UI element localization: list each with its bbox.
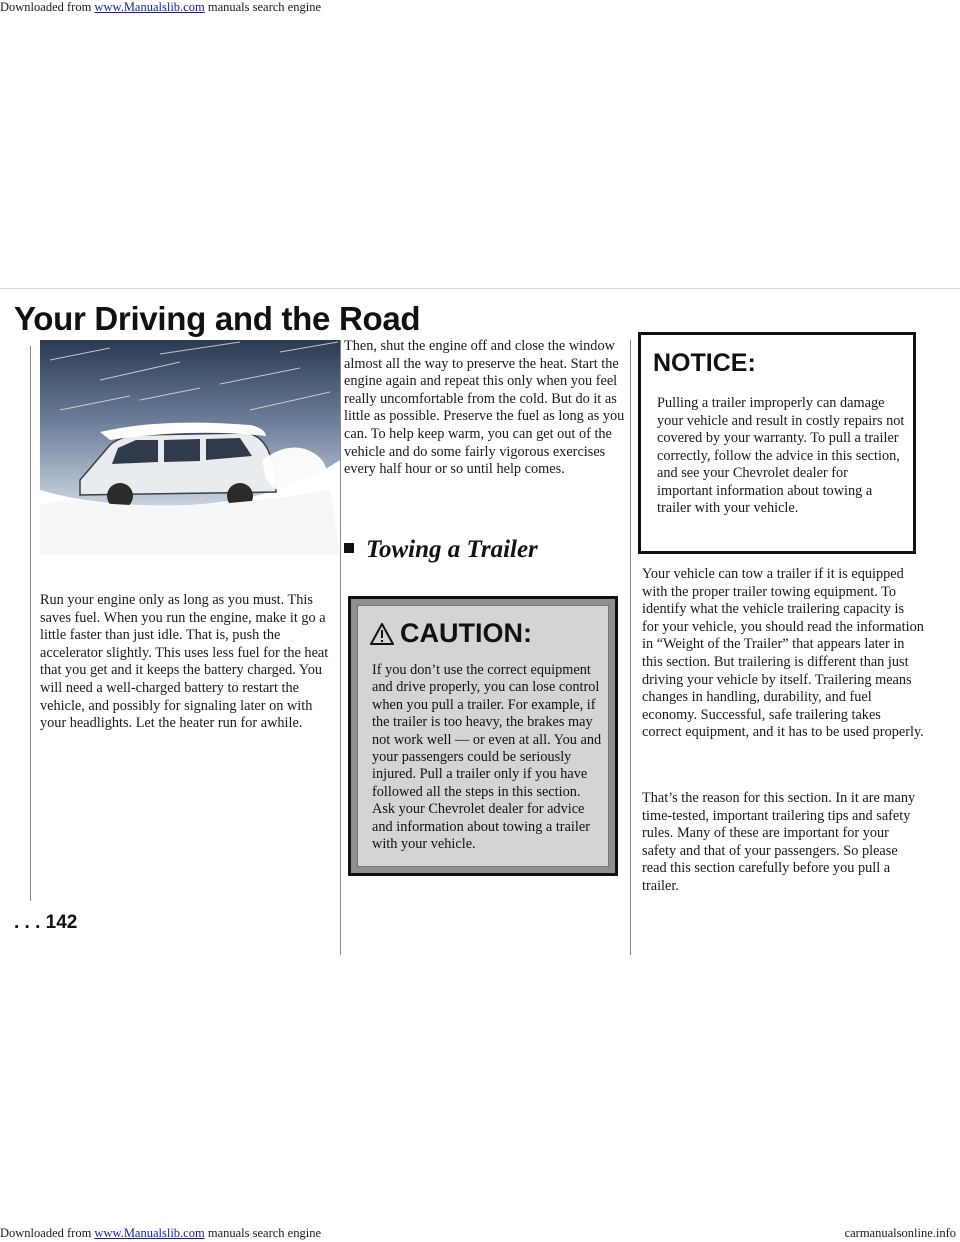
notice-heading: NOTICE: xyxy=(653,349,756,377)
download-prefix-bottom: Downloaded from xyxy=(0,1226,95,1240)
download-prefix: Downloaded from xyxy=(0,0,95,14)
caution-panel xyxy=(357,605,609,867)
left-column-paragraph: Run your engine only as long as you must. This saves fuel. When you run the engine, make it go a little faster than just idle. That is, push the accelerator slightly. This uses less fuel for the heat that you get and it keeps the battery charged. You will need a well-charged battery to restart the vehicle, and possibly for signaling later on with your headlights. Let the heater run for awhile. xyxy=(40,592,329,732)
watermark-text: carmanualsonline.info xyxy=(844,1226,956,1240)
notice-text: Pulling a trailer improperly can damage your vehicle and result in costly repairs not covered by your warranty. To pull a trailer correctly, follow the advice in this section, and see your Chevrolet dealer for important information about towing a trailer with your vehicle. xyxy=(657,395,905,516)
caution-text: If you don’t use the correct equipment and drive properly, you can lose control when you pull a trailer. For example, if the trailer is too heavy, the brakes may not work well — or even at all. You and your passengers could be seriously injured. Pull a trailer only if you have followed all the steps in this section. Ask your Chevrolet dealer for advice and information about towing a trailer with your vehicle. xyxy=(372,662,602,853)
notice-box xyxy=(638,332,916,554)
square-bullet-icon xyxy=(344,543,354,553)
right-column-paragraph-2: That’s the reason for this section. In it are many time-tested, important trailering tips and safety rules. Many of these are important for your safety and that of your passengers. So please read this section carefully before you pull a trailer. xyxy=(642,790,916,894)
snow-covered-car-photo xyxy=(40,340,340,555)
download-banner-bottom xyxy=(0,1226,960,1241)
download-suffix: manuals search engine xyxy=(204,0,321,14)
middle-column-paragraph: Then, shut the engine off and close the window almost all the way to preserve the heat. Start the engine again and repeat this only when you feel really uncomfortable from the cold. But do it as little as possible. Preserve the fuel as long as you can. To help keep warm, you can get out of the vehicle and do some fairly vigorous exercises every half hour or so until help comes. xyxy=(344,338,625,478)
page-title: Your Driving and the Road xyxy=(14,300,421,337)
column-divider-middle xyxy=(340,340,341,955)
caution-heading xyxy=(370,618,532,649)
towing-trailer-heading xyxy=(344,536,538,564)
page-number: . . . 142 xyxy=(14,912,78,933)
download-suffix-bottom: manuals search engine xyxy=(204,1226,321,1240)
manualslib-link-bottom[interactable]: www.Manualslib.com xyxy=(94,1226,205,1240)
download-banner-top xyxy=(0,0,960,15)
manualslib-link[interactable]: www.Manualslib.com xyxy=(94,0,205,14)
towing-trailer-label: Towing a Trailer xyxy=(366,536,538,563)
warning-triangle-icon xyxy=(370,623,394,645)
right-column-paragraph-1: Your vehicle can tow a trailer if it is equipped with the proper trailer towing equipment. To identify what the vehicle trailering capacity is for your vehicle, you should read the information in “Weight of the Trailer” that appears later in this section. But trailering is different than just driving your vehicle by itself. Trailering means changes in handling, durability, and fuel economy. Successful, safe trailering takes correct equipment, and it has to be used properly. xyxy=(642,566,924,741)
column-divider-left xyxy=(30,346,31,901)
column-divider-right xyxy=(630,340,631,955)
caution-heading-label: CAUTION: xyxy=(400,618,532,648)
header-rule xyxy=(0,288,960,289)
caution-box xyxy=(348,596,618,876)
